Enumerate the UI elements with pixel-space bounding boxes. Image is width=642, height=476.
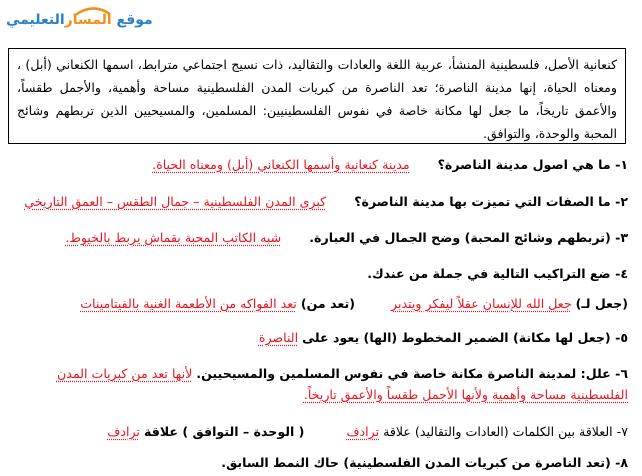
question-2 <box>8 194 628 209</box>
question-1-answer: مدينة كنعانية وأسمها الكنعاني (أبل) ومعناه الحياة. <box>152 157 410 172</box>
question-3-answer: شبه الكاتب المحبة بقماش يربط بالخيوط. <box>65 230 282 245</box>
question-7-answer-2: ترادف <box>107 424 140 439</box>
reading-passage: كنعانية الأصل، فلسطينية المنشأ، عربية اللغة والعادات والتقاليد، ذات نسيج اجتماعي مترابط، اسمها الكنعاني (أبل) ، ومعناه الحياة، إنها مدينة الناصرة؛ تعد الناصرة من كبريات المدن الفلسطينية مساحة وأهمية، والأجمل طقساً، والأعمق تاريخاً، ما جعل لها مكانة خاصة في نفوس الفلسطينيين: المسلمين، والمسيحيين الذين تربطهم وشائج المحبة والوحدة، والتوافق. <box>8 48 626 144</box>
question-7-label: ٧- العلاقة بين الكلمات (العادات والتقاليد) علاقة <box>383 424 628 439</box>
question-6-label: ٦- علل: لمدينة الناصرة مكانة خاصة في نفوس المسلمين والمسيحيين. <box>196 366 628 381</box>
question-8-label: ٨- (تعد الناصرة من كبريات المدن الفلسطينية) حاك النمط السابق. <box>221 455 628 470</box>
site-logo <box>6 6 156 42</box>
question-4-items <box>8 296 628 311</box>
logo-text <box>6 12 153 28</box>
question-4a-answer: جعل الله للإنسان عقلاً ليفكر ويتدبر <box>391 296 572 311</box>
question-7 <box>8 424 628 439</box>
question-5 <box>8 330 628 345</box>
question-7-answer: ترادف <box>346 424 380 439</box>
question-2-label: ٢- ما الصفات التي تميزت بها مدينة الناصرة؟ <box>354 194 628 209</box>
question-4a-label: (جعل لـ) <box>575 296 628 311</box>
question-8 <box>8 455 628 470</box>
question-5-label: ٥- (جعل لها مكانة) الضمير المخطوط (الها) يعود على <box>302 330 628 345</box>
logo-word-2: المسار <box>64 12 112 28</box>
question-4b-answer: تعد الفواكه من الأطعمة الغنية بالفيتامينات <box>80 296 297 311</box>
question-1-label: ١- ما هي اصول مدينة الناصرة؟ <box>437 157 628 172</box>
question-5-answer: الناصرة <box>258 330 299 345</box>
question-6-answer-line-2: الفلسطينية مساحة وأهمية ولأنها الأجمل طقساً والأعمق تاريخاً. <box>303 387 628 402</box>
question-4b-label: (تعد من) <box>300 296 355 311</box>
question-4-label: ٤- ضع التراكيب التالية في جملة من عندك. <box>367 266 628 281</box>
question-7-label-2: ( الوحدة – التوافق ) علاقة <box>143 424 305 439</box>
question-3-label: ٣- (تربطهم وشائج المحبة) وضح الجمال في العبارة. <box>309 230 628 245</box>
logo-word-1: موقع <box>116 12 153 28</box>
question-6 <box>8 366 628 381</box>
question-1 <box>8 157 628 172</box>
question-2-answer: كبرى المدن الفلسطينية – جمال الطقس – العمق التاريخي <box>24 194 327 209</box>
question-3 <box>8 230 628 245</box>
logo-word-3: التعليمي <box>6 12 65 28</box>
question-6-continued <box>8 387 628 402</box>
question-4 <box>8 266 628 281</box>
question-6-answer-line-1: لأنها تعد من كبريات المدن <box>56 366 193 381</box>
